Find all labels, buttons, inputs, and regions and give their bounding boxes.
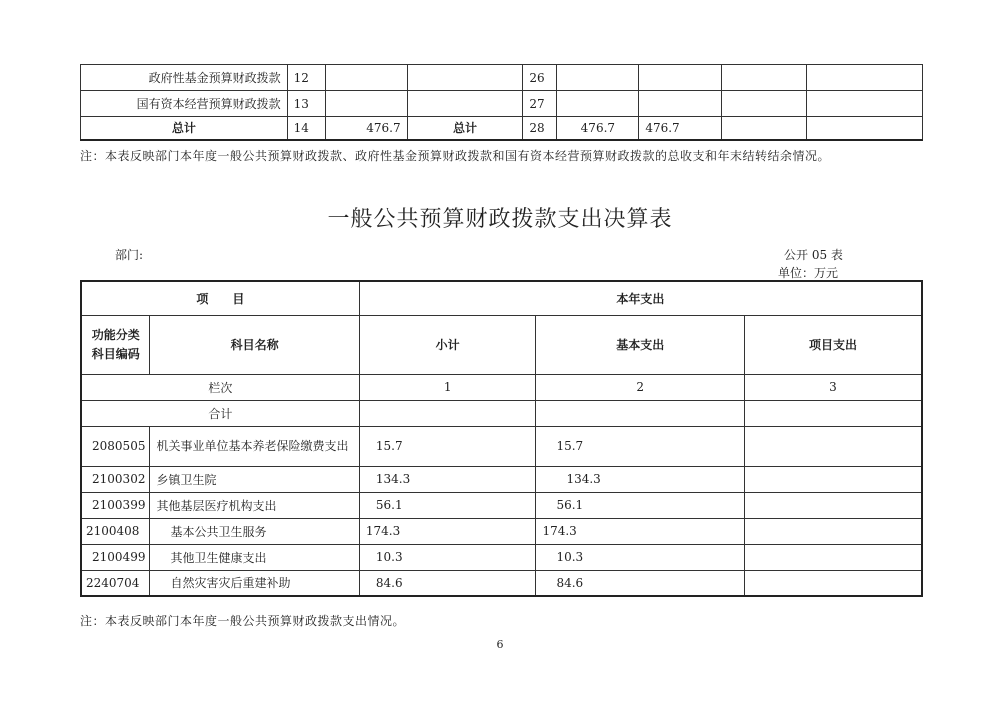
- header-row: [81, 315, 922, 374]
- subject-name: 基本公共卫生服务: [150, 518, 359, 544]
- value-cell: [557, 91, 639, 117]
- subject-name: 乡镇卫生院: [150, 466, 359, 492]
- basic-value: 10.3: [536, 544, 745, 570]
- sum-row: [81, 400, 922, 426]
- line-number: 27: [523, 91, 557, 117]
- right-label: [407, 65, 523, 91]
- column-index-3: 3: [744, 374, 922, 400]
- table-row: [81, 466, 922, 492]
- income-expense-table-continued: [80, 64, 923, 141]
- total-row: [81, 117, 923, 140]
- basic-value: 15.7: [536, 426, 745, 466]
- total-value: 476.7: [557, 117, 639, 140]
- value-cell: [722, 91, 807, 117]
- subtotal-value: 56.1: [359, 492, 536, 518]
- line-number: 14: [287, 117, 325, 140]
- form-code: 公开 05 表: [784, 248, 843, 262]
- subtotal-header: 小计: [359, 315, 536, 374]
- total-label: 总计: [81, 117, 288, 140]
- subject-code: 2100399: [81, 492, 150, 518]
- line-number: 13: [287, 91, 325, 117]
- total-value: 476.7: [325, 117, 407, 140]
- row-label: 国有资本经营预算财政拨款: [81, 91, 288, 117]
- subject-code: 2100499: [81, 544, 150, 570]
- general-budget-expenditure-table: [80, 280, 923, 597]
- project-value: [744, 466, 922, 492]
- value-cell: [807, 117, 923, 140]
- total-label-right: 总计: [407, 117, 523, 140]
- main-table-note: 注：本表反映部门本年度一般公共预算财政拨款支出情况。: [80, 614, 406, 628]
- table-row: [81, 518, 922, 544]
- page-title: 一般公共预算财政拨款支出决算表: [327, 207, 673, 232]
- column-index-row: [81, 374, 922, 400]
- subtotal-value: 15.7: [359, 426, 536, 466]
- subtotal-value: 84.6: [359, 570, 536, 596]
- subtotal-value: 134.3: [359, 466, 536, 492]
- subject-name: 自然灾害灾后重建补助: [150, 570, 359, 596]
- value-cell: [325, 65, 407, 91]
- value-cell: [557, 65, 639, 91]
- column-index-2: 2: [536, 374, 745, 400]
- subject-name: 机关事业单位基本养老保险缴费支出: [150, 426, 359, 466]
- basic-value: 56.1: [536, 492, 745, 518]
- value-cell: [722, 117, 807, 140]
- project-value: [744, 570, 922, 596]
- value-cell: [807, 65, 923, 91]
- subtotal-value: 174.3: [359, 518, 536, 544]
- subtotal-value: 10.3: [359, 544, 536, 570]
- project-value: [744, 518, 922, 544]
- current-year-header: 本年支出: [359, 281, 922, 315]
- value-cell: [722, 65, 807, 91]
- subject-code: 2100408: [81, 518, 150, 544]
- func-code-header: 功能分类科目编码: [81, 315, 150, 374]
- column-index-1: 1: [359, 374, 536, 400]
- project-value: [744, 492, 922, 518]
- subject-code: 2100302: [81, 466, 150, 492]
- project-value: [744, 544, 922, 570]
- right-label: [407, 91, 523, 117]
- basic-header: 基本支出: [536, 315, 745, 374]
- value-cell: [807, 91, 923, 117]
- top-table-note: 注：本表反映部门本年度一般公共预算财政拨款、政府性基金预算财政拨款和国有资本经营预算财政拨款的总收支和年末结转结余情况。: [80, 149, 831, 163]
- basic-value: 134.3: [536, 466, 745, 492]
- value-cell: [359, 400, 536, 426]
- subject-name: 其他卫生健康支出: [150, 544, 359, 570]
- value-cell: [639, 91, 722, 117]
- project-header: 项目支出: [744, 315, 922, 374]
- project-value: [744, 426, 922, 466]
- item-header: 项 目: [81, 281, 359, 315]
- value-cell: [325, 91, 407, 117]
- line-number: 28: [523, 117, 557, 140]
- table-row: [81, 426, 922, 466]
- subject-code: 2240704: [81, 570, 150, 596]
- line-number: 12: [287, 65, 325, 91]
- basic-value: 84.6: [536, 570, 745, 596]
- subject-name-header: 科目名称: [150, 315, 359, 374]
- header-row: [81, 281, 922, 315]
- table-row: [81, 65, 923, 91]
- value-cell: [536, 400, 745, 426]
- basic-value: 174.3: [536, 518, 745, 544]
- table-row: [81, 570, 922, 596]
- table-row: [81, 492, 922, 518]
- sum-label: 合计: [81, 400, 359, 426]
- unit-label: 单位：万元: [778, 266, 839, 280]
- subject-name: 其他基层医疗机构支出: [150, 492, 359, 518]
- value-cell: [744, 400, 922, 426]
- subject-code: 2080505: [81, 426, 150, 466]
- total-value: 476.7: [639, 117, 722, 140]
- column-index-label: 栏次: [81, 374, 359, 400]
- table-row: [81, 544, 922, 570]
- value-cell: [639, 65, 722, 91]
- table-row: [81, 91, 923, 117]
- department-label: 部门:: [115, 248, 144, 262]
- line-number: 26: [523, 65, 557, 91]
- row-label: 政府性基金预算财政拨款: [81, 65, 288, 91]
- page-number: 6: [496, 638, 504, 651]
